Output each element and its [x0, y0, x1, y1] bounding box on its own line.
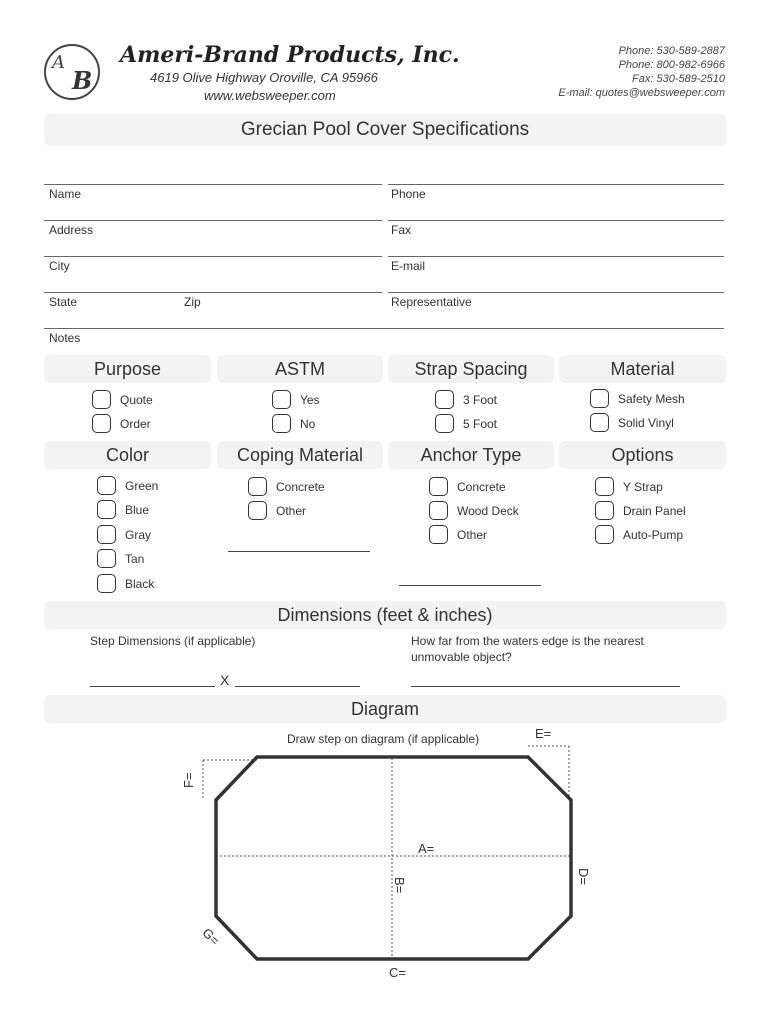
company-website: www.websweeper.com — [204, 88, 336, 103]
astm-heading: ASTM — [217, 355, 383, 383]
color-heading: Color — [44, 441, 211, 469]
question-line-1: How far from the waters edge is the nearest — [411, 634, 644, 648]
address-label: Address — [49, 223, 94, 237]
zip-label: Zip — [184, 295, 201, 309]
tan-label: Tan — [125, 552, 145, 566]
step-dimensions-label: Step Dimensions (if applicable) — [90, 634, 256, 648]
name-label: Name — [49, 187, 82, 201]
dim-c-label: C= — [389, 965, 406, 980]
state-label: State — [49, 295, 78, 309]
anchor-heading: Anchor Type — [388, 441, 554, 469]
material-heading: Material — [559, 355, 726, 383]
representative-label: Representative — [391, 295, 472, 309]
fax-label: Fax — [391, 223, 412, 237]
coping-heading: Coping Material — [217, 441, 383, 469]
diagram-hint: Draw step on diagram (if applicable) — [287, 732, 480, 746]
strap-spacing-heading: Strap Spacing — [388, 355, 554, 383]
notes-label: Notes — [49, 331, 81, 345]
logo-letter-b: B — [72, 66, 93, 95]
company-address: 4619 Olive Highway Oroville, CA 95966 — [150, 70, 378, 85]
contact-fax: Fax: 530-589-2510 — [632, 73, 725, 85]
dim-e-label: E= — [535, 726, 552, 741]
astm-no-label: No — [300, 417, 316, 431]
anchor-concrete-label: Concrete — [457, 480, 506, 494]
logo-letter-a: A — [52, 52, 65, 73]
coping-concrete-label: Concrete — [276, 480, 325, 494]
dimensions-heading: Dimensions (feet & inches) — [44, 601, 726, 629]
dim-a-label: A= — [418, 841, 435, 856]
astm-yes-label: Yes — [300, 393, 320, 407]
contact-phone-2: Phone: 800-982-6966 — [618, 59, 725, 71]
coping-other-label: Other — [276, 504, 307, 518]
diagram-heading: Diagram — [44, 695, 726, 723]
dim-d-label: D= — [576, 868, 591, 885]
options-heading: Options — [559, 441, 726, 469]
solid-vinyl-label: Solid Vinyl — [618, 416, 674, 430]
anchor-other-label: Other — [457, 528, 488, 542]
green-label: Green — [125, 479, 159, 493]
purpose-heading: Purpose — [44, 355, 211, 383]
black-label: Black — [125, 577, 155, 591]
contact-phone-1: Phone: 530-589-2887 — [618, 45, 725, 57]
question-line-2: unmovable object? — [411, 650, 512, 664]
safety-mesh-label: Safety Mesh — [618, 392, 685, 406]
strap-3ft-label: 3 Foot — [463, 393, 498, 407]
auto-pump-label: Auto-Pump — [623, 528, 684, 542]
city-label: City — [49, 259, 70, 273]
order-label: Order — [120, 417, 151, 431]
form-title: Grecian Pool Cover Specifications — [44, 114, 726, 146]
y-strap-label: Y Strap — [623, 480, 663, 494]
times-sign: X — [220, 672, 230, 688]
gray-label: Gray — [125, 528, 152, 542]
dim-f-label: F= — [181, 772, 196, 788]
drain-panel-label: Drain Panel — [623, 504, 686, 518]
phone-label: Phone — [391, 187, 426, 201]
dim-b-label: B= — [392, 877, 407, 894]
dim-g-label: G= — [199, 925, 223, 949]
blue-label: Blue — [125, 503, 150, 517]
quote-label: Quote — [120, 393, 153, 407]
email-label: E-mail — [391, 259, 426, 273]
contact-email: E-mail: quotes@websweeper.com — [558, 87, 725, 99]
strap-5ft-label: 5 Foot — [463, 417, 498, 431]
company-name: Ameri-Brand Products, Inc. — [120, 42, 460, 68]
anchor-wood-deck-label: Wood Deck — [457, 504, 519, 518]
